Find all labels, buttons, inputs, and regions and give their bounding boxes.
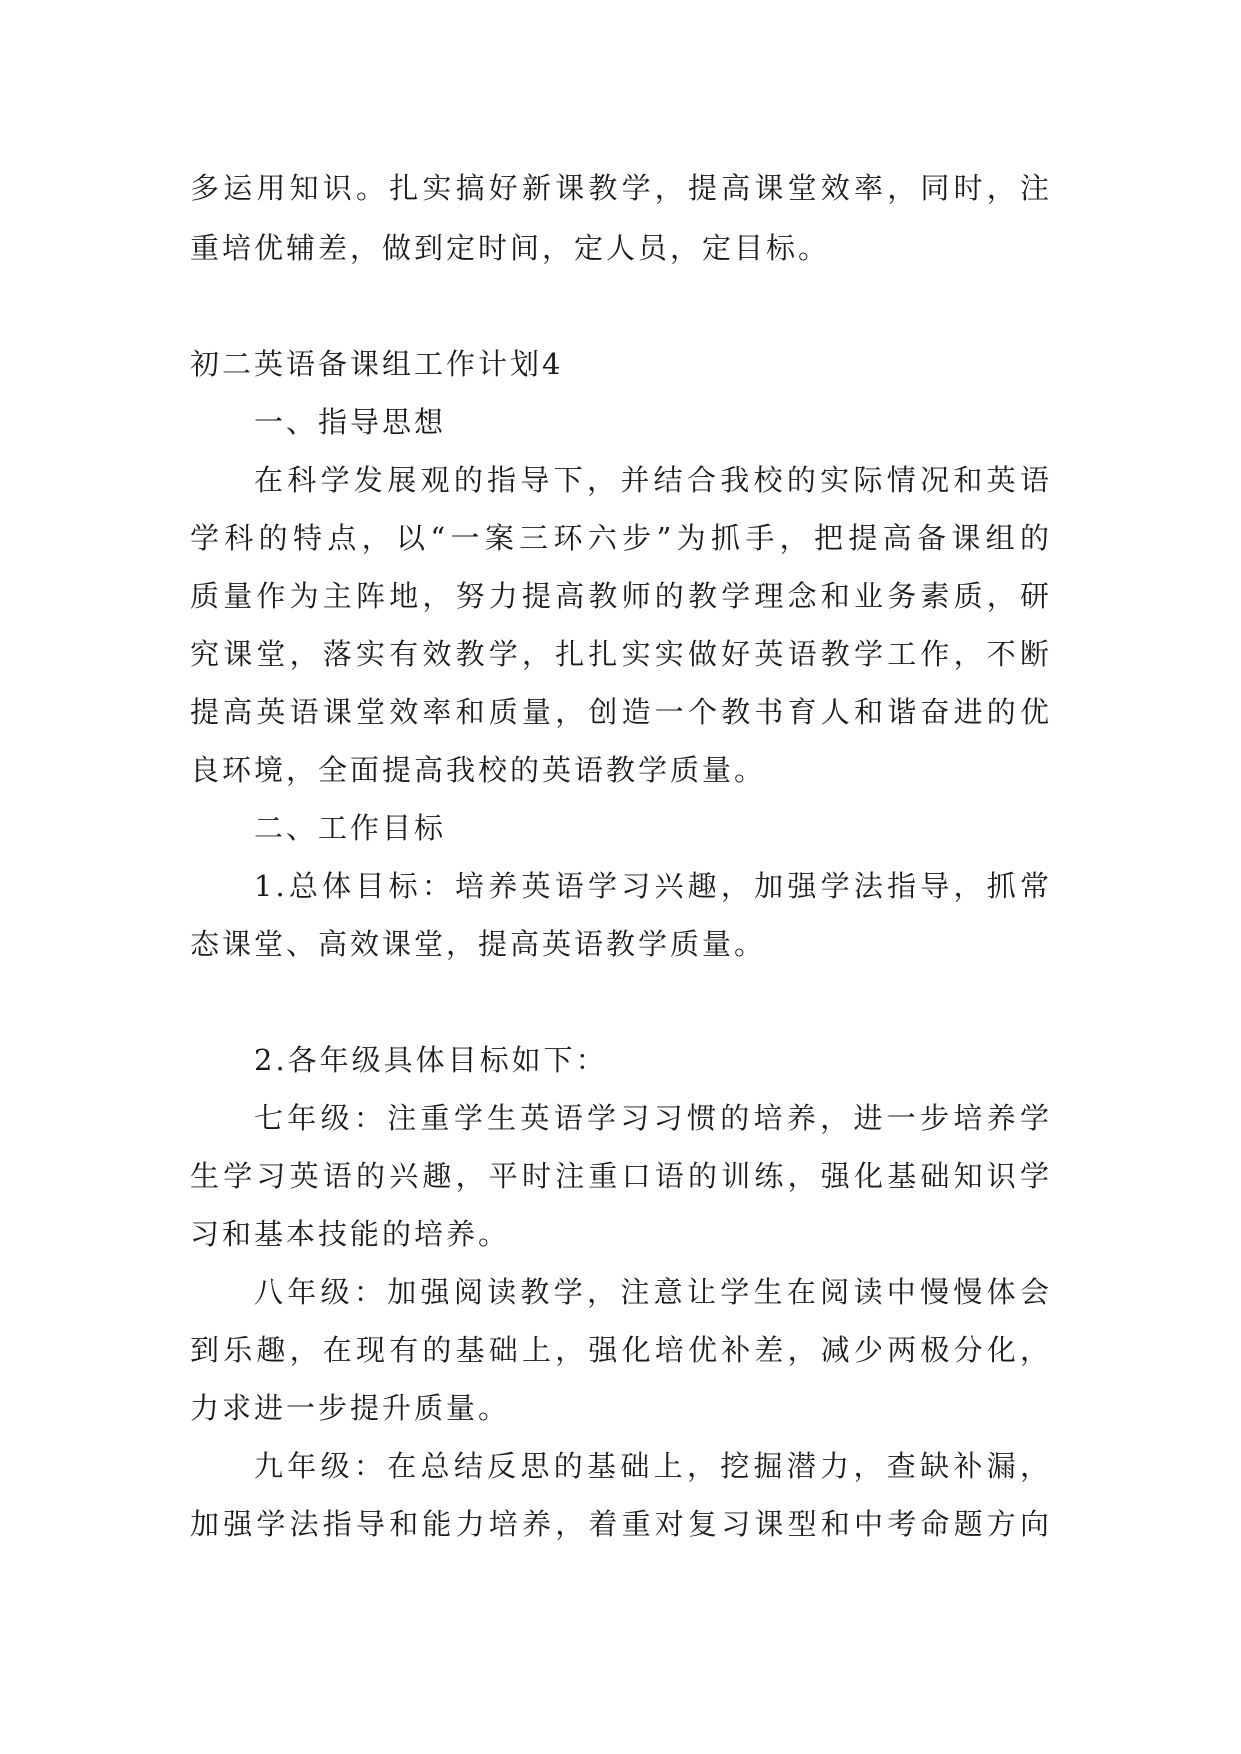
paragraph-line: 在科学发展观的指导下，并结合我校的实际情况和英语 bbox=[254, 463, 1052, 497]
paragraph-line: 八年级：加强阅读教学，注意让学生在阅读中慢慢体会 bbox=[254, 1275, 1052, 1309]
paragraph-line: 重培优辅差，做到定时间，定人员，定目标。 bbox=[190, 231, 831, 265]
paragraph-line: 究课堂，落实有效教学，扎扎实实做好英语教学工作，不断 bbox=[190, 637, 1052, 671]
paragraph-line: 态课堂、高效课堂，提高英语教学质量。 bbox=[190, 927, 767, 961]
paragraph-line: 学科的特点，以“一案三环六步”为抓手，把提高备课组的 bbox=[190, 521, 1052, 555]
section-heading: 二、工作目标 bbox=[254, 811, 447, 845]
paragraph-line: 习和基本技能的培养。 bbox=[190, 1217, 511, 1251]
paragraph-line: 多运用知识。扎实搞好新课教学，提高课堂效率，同时，注 bbox=[190, 171, 1052, 205]
section-title: 初二英语备课组工作计划4 bbox=[190, 347, 564, 381]
paragraph-line: 质量作为主阵地，努力提高教师的教学理念和业务素质，研 bbox=[190, 579, 1052, 613]
paragraph-line: 力求进一步提升质量。 bbox=[190, 1391, 511, 1425]
paragraph-line: 生学习英语的兴趣，平时注重口语的训练，强化基础知识学 bbox=[190, 1159, 1052, 1193]
paragraph-line: 加强学法指导和能力培养，着重对复习课型和中考命题方向 bbox=[190, 1507, 1052, 1541]
paragraph-line: 九年级：在总结反思的基础上，挖掘潜力，查缺补漏， bbox=[254, 1449, 1052, 1483]
section-heading: 一、指导思想 bbox=[254, 405, 447, 439]
paragraph-line: 到乐趣，在现有的基础上，强化培优补差，减少两极分化， bbox=[190, 1333, 1052, 1367]
paragraph-line: 七年级：注重学生英语学习习惯的培养，进一步培养学 bbox=[254, 1101, 1052, 1135]
paragraph-line: 良环境，全面提高我校的英语教学质量。 bbox=[190, 753, 767, 787]
paragraph-line: 1.总体目标：培养英语学习兴趣，加强学法指导，抓常 bbox=[254, 869, 1052, 903]
paragraph-line: 2.各年级具体目标如下： bbox=[254, 1043, 608, 1077]
paragraph-line: 提高英语课堂效率和质量，创造一个教书育人和谐奋进的优 bbox=[190, 695, 1052, 729]
